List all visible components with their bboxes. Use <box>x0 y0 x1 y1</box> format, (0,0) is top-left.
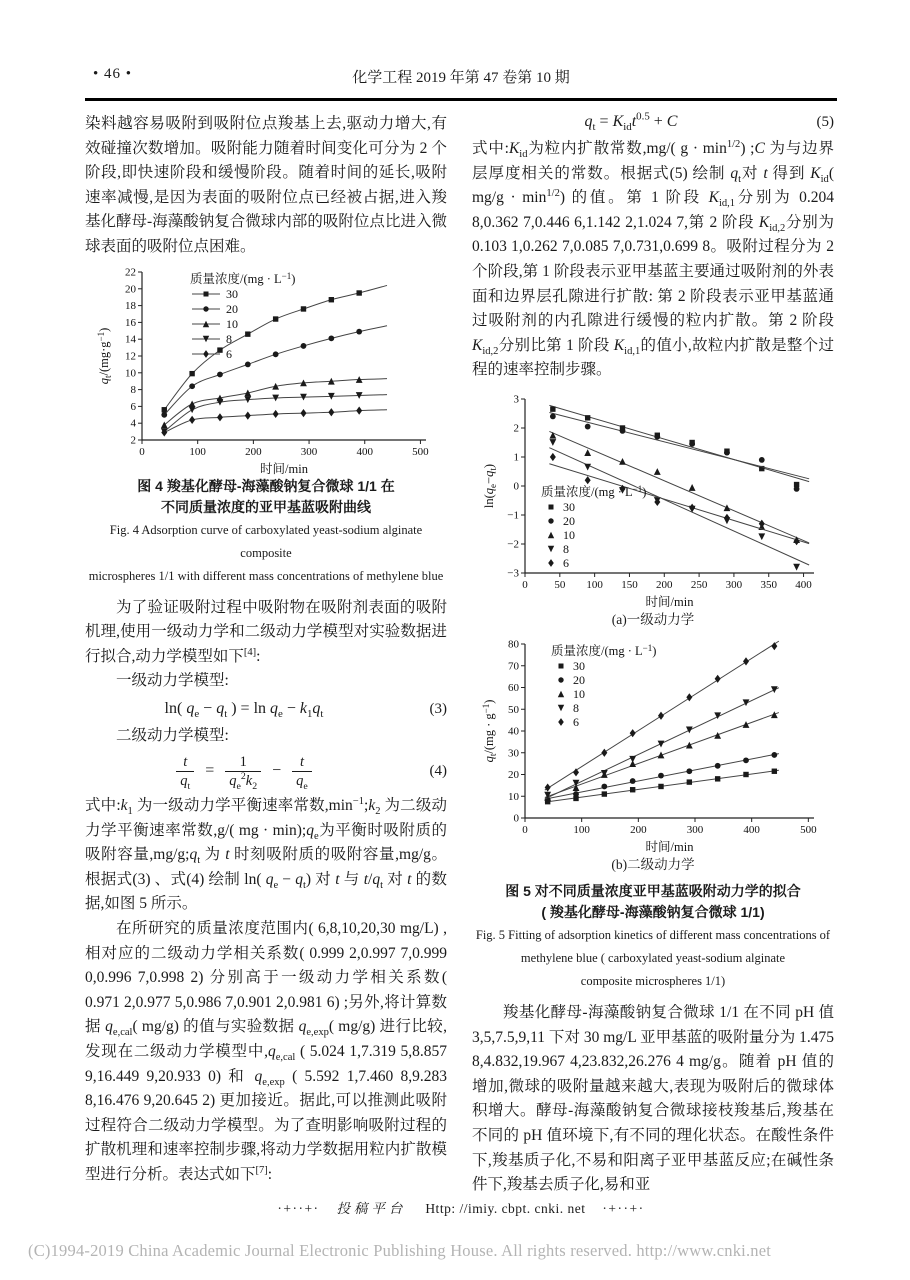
svg-text:10: 10 <box>562 527 575 542</box>
svg-text:2: 2 <box>130 434 136 447</box>
svg-text:0: 0 <box>521 823 528 836</box>
svg-text:质量浓度/(mg · L−1): 质量浓度$/(mg \cdot L^{-1})$ <box>550 642 656 658</box>
figure4-caption-cn-line1: 图 4 羧基化酵母-海藻酸钠复合微球 1/1 在 <box>137 477 395 494</box>
svg-text:质量浓度/(mg · L−1): 质量浓度$/(mg \cdot L^{-1})$ <box>190 270 296 286</box>
figure4-caption-en-line1: Fig. 4 Adsorption curve of carboxylated yeast-sodium alginate composite <box>109 522 423 560</box>
paragraph-ph-effect: 羧基化酵母-海藻酸钠复合微球 1/1 在不同 pH 值 3,5,7.5,9,11 下对 30 mg/L 亚甲基蓝的吸附量分为 1.475 8,4.832,19.967 4,23.832,26.276 4 mg/g。随着 pH 值的增加,微球的吸附量越来越大,表现为吸附后的微球体积增大。酵母-海藻酸钠复合微球接枝羧基后,羧基在不同的 pH 值环境下,有不同的理化状态。在酸性条件下,羧基质子化,不易和阳离子亚甲基蓝反应;在碱性条件下,羧基去质子化,易和亚 <box>472 1003 834 1194</box>
svg-text:30: 30 <box>572 658 585 673</box>
fig5b-ylabel: $q_t/(mg \cdot g^{-1})$ <box>480 699 498 763</box>
equation-5-body: $q_t = K_{id}t^{0.5} + C$ <box>584 110 678 134</box>
copyright-line: (C)1994-2019 China Academic Journal Electronic Publishing House. All rights reserved. http://www.cnki.net <box>28 1241 772 1260</box>
fig5b-legend <box>551 643 656 729</box>
journal-title: 化学工程 2019 年第 47 卷第 10 期 <box>352 70 570 86</box>
fig5a-xlabel: 时间/min <box>645 594 693 609</box>
svg-text:200: 200 <box>245 445 262 458</box>
fig5a-svg <box>481 391 826 609</box>
fig4-ylabel: $q_t/(mg\cdot g^{-1})$ <box>96 327 113 384</box>
svg-text:60: 60 <box>507 681 519 694</box>
paragraph-intraparticle-diffusion: 式中$:K_{id}$为粒内扩散常数,mg/( $g \cdot \min^{1/2}$) ;C 为与边界层厚度相关的常数。根据式(5) 绘制 $q_t$对 t 得到 $K_{id}$( $mg/g \cdot \min^{1/2}$) 的值。第 1 阶段 $K_{id,1}$分别为 0.204 8,0.362 7,0.446 6,1.142 2,1.024 7,第 2 阶段 $K_{id,2}$分别为 0.103 1,0.262 7,0.085 7,0.731,0.699 8。吸附过程分为 2 个阶段,第 1 阶段表示亚甲基蓝主要通过吸附剂的外表面和边界层孔隙进行扩散: 第 2 阶段表示亚甲基蓝通过吸附剂的内孔隙进行缓慢的粒内扩散。第 2 阶段 $K_{id,2}$分别比第 1 阶段 $K_{id,1}$的值小,故粒内扩散是整个过程的速率控制步骤。 <box>472 138 834 379</box>
footer-decor-left: ·+··+· <box>277 1201 320 1216</box>
svg-text:50: 50 <box>553 578 565 591</box>
figure5a-subcaption: (a)一级动力学 <box>611 611 695 627</box>
svg-text:300: 300 <box>300 445 318 458</box>
paragraph-parameter-definitions: 式中$:k_1$ 为一级动力学平衡速率常数$,\min^{-1};k_2$ 为二级动力学平衡速率常数,g/( mg · $\min);q_e$为平衡时吸附质的吸附容量$,mg/g;q_t$ 为 t 时刻吸附质的吸附容量,mg/g。根据式(3) 、式(4) 绘制 ln( $q_e - q_t$) 对 t 与 $t/q_t$ 对 t 的数据,如图 5 所示。 <box>85 795 447 913</box>
equation-3 <box>85 699 447 719</box>
svg-text:16: 16 <box>125 316 136 329</box>
svg-text:80: 80 <box>507 638 519 651</box>
svg-text:12: 12 <box>125 350 136 363</box>
figure5-caption-en-line2: methylene blue ( carboxylated yeast-sodium alginate <box>520 950 786 965</box>
svg-text:400: 400 <box>794 578 812 591</box>
fig5a-legend <box>541 484 646 570</box>
svg-text:30: 30 <box>507 747 519 760</box>
submission-platform-line <box>85 1197 837 1217</box>
figure4-caption <box>85 476 447 588</box>
equation-4-fraction-1: $\frac{t}{q_t}$ <box>176 754 194 789</box>
svg-text:200: 200 <box>629 823 647 836</box>
svg-text:18: 18 <box>125 299 136 312</box>
fig5b-xlabel: 时间/min <box>645 839 693 854</box>
equals-sign: = <box>205 761 215 779</box>
svg-text:100: 100 <box>585 578 603 591</box>
figure-5 <box>472 391 834 993</box>
equation-4-fraction-3: $\frac{t}{q_e}$ <box>292 754 312 789</box>
figure4-caption-en-line2: microspheres 1/1 with different mass concentrations of methylene blue <box>88 568 444 583</box>
equation-4-body <box>85 753 403 792</box>
svg-text:0: 0 <box>521 578 528 591</box>
paragraph-adsorption-stages: 染料越容易吸附到吸附位点羧基上去,驱动力增大,有效碰撞次数增加。吸附能力随着时间变化可分为 2 个阶段,即快速阶段和缓慢阶段。随着时间的延长,吸附速率减慢,是因为表面的吸附位点已经被占据,进入羧基化酵母-海藻酸钠复合微球内部的吸附位点比进入微球表面的吸附位点困难。 <box>85 115 447 255</box>
svg-text:10: 10 <box>572 686 585 701</box>
svg-text:2: 2 <box>513 422 519 435</box>
fig5a-ylabel: $\ln(q_e-q_t)$ <box>481 463 498 509</box>
figure5-caption-cn-line2: ( 羧基化酵母-海藻酸钠复合微球 1/1) <box>541 904 765 921</box>
equation-5-number: (5) <box>816 113 834 130</box>
fig5b-svg <box>481 636 826 854</box>
footer-decor-right: ·+··+· <box>602 1201 645 1216</box>
svg-text:30: 30 <box>226 286 238 301</box>
svg-text:10: 10 <box>125 366 136 379</box>
svg-text:0: 0 <box>139 445 145 458</box>
equation-4 <box>85 753 447 792</box>
svg-text:300: 300 <box>725 578 742 591</box>
fig4-svg <box>96 266 436 476</box>
svg-text:质量浓度/(mg · L−1): 质量浓度$/(mg \cdot L^{-1})$ <box>540 483 646 499</box>
figure4-caption-cn-line2: 不同质量浓度的亚甲基蓝吸附曲线 <box>161 499 371 516</box>
svg-text:14: 14 <box>125 333 136 346</box>
svg-text:400: 400 <box>742 823 760 836</box>
svg-text:8: 8 <box>130 383 136 396</box>
svg-text:100: 100 <box>572 823 590 836</box>
equation-4-fraction-2: $\frac{1}{q_e^2k_2}$ <box>225 754 261 789</box>
figure5-caption <box>472 881 834 993</box>
page-header <box>85 66 837 90</box>
paragraph-kinetic-models-intro: 为了验证吸附过程中吸附物在吸附剂表面的吸附机理,使用一级动力学和二级动力学模型对实验数据进行拟合,动力学模型如下[4]: <box>85 598 447 665</box>
paragraph-correlation-coefficients: 在所研究的质量浓度范围内( 6,8,10,20,30 mg/L) ,相对应的二级动力学相关系数( 0.999 2,0.997 7,0.999 0,0.996 7,0.998 2) 分别高于一级动力学相关系数( 0.971 2,0.977 5,0.986 7,0.901 2,0.981 6) ;另外,将计算数据 $q_{e,cal}$( mg/g) 的值与实验数据 $q_{e,exp}$( mg/g) 进行比较,发现在二级动力学模型中$,q_{e,cal}$ ( 5.024 1,7.319 5,8.857 9,16.449 9,20.933 0) 和 $q_{e,exp}$ ( 5.592 1,7.460 8,9.283 8,16.476 9,20.645 2) 更加接近。据此,可以推测此吸附过程符合二级动力学模型。为了查明影响吸附过程的扩散机理和速率控制步骤,将动力学数据用粒内扩散模型进行分析。表达式如下[7]: <box>85 919 447 1183</box>
svg-text:−3: −3 <box>506 567 519 580</box>
figure5-caption-en-line3: composite microspheres 1/1) <box>580 973 726 988</box>
header-rule <box>85 98 837 101</box>
minus-sign: − <box>272 761 282 779</box>
fig5b-axes <box>508 638 817 836</box>
svg-text:150: 150 <box>620 578 638 591</box>
svg-text:6: 6 <box>130 400 136 413</box>
figure5-caption-cn-line1: 图 5 对不同质量浓度亚甲基蓝吸附动力学的拟合 <box>505 882 801 899</box>
equation-5 <box>472 112 834 132</box>
svg-text:70: 70 <box>507 660 519 673</box>
svg-text:400: 400 <box>356 445 373 458</box>
label-first-order-model: 一级动力学模型: <box>116 672 229 690</box>
svg-text:500: 500 <box>799 823 817 836</box>
svg-text:0: 0 <box>513 812 519 825</box>
svg-text:−2: −2 <box>506 538 519 551</box>
svg-text:300: 300 <box>686 823 703 836</box>
fig4-legend <box>190 271 295 361</box>
svg-text:20: 20 <box>562 513 575 528</box>
label-second-order-model: 二级动力学模型: <box>116 726 229 744</box>
svg-text:6: 6 <box>226 346 232 361</box>
figure5a-chart <box>481 391 826 609</box>
svg-text:20: 20 <box>125 282 136 295</box>
fig4-series <box>161 285 387 436</box>
svg-text:8: 8 <box>562 541 569 556</box>
svg-text:8: 8 <box>226 331 232 346</box>
svg-text:4: 4 <box>130 417 136 430</box>
svg-text:20: 20 <box>572 672 585 687</box>
fig4-xlabel: 时间/min <box>260 461 308 476</box>
svg-text:200: 200 <box>655 578 673 591</box>
svg-text:10: 10 <box>226 316 238 331</box>
svg-text:250: 250 <box>690 578 707 591</box>
footer-platform-label: 投稿平台 <box>336 1201 407 1216</box>
left-column <box>85 112 447 1188</box>
equation-3-body: ln( $q_e - q_t$ ) = $\ln q_e - k_1q_t$ <box>164 699 324 721</box>
svg-text:20: 20 <box>226 301 238 316</box>
svg-text:40: 40 <box>507 725 519 738</box>
figure-4 <box>85 266 447 588</box>
right-column <box>472 112 834 1198</box>
svg-text:6: 6 <box>562 555 569 570</box>
figure5-caption-en-line1: Fig. 5 Fitting of adsorption kinetics of different mass concentrations of <box>475 927 831 942</box>
figure5b-subcaption: (b)二级动力学 <box>611 856 695 872</box>
svg-text:350: 350 <box>759 578 777 591</box>
figure5b-chart <box>481 636 826 854</box>
svg-text:30: 30 <box>562 499 575 514</box>
svg-text:−1: −1 <box>506 509 519 522</box>
svg-text:6: 6 <box>572 714 579 729</box>
svg-text:22: 22 <box>125 266 136 279</box>
svg-text:1: 1 <box>513 451 519 464</box>
svg-text:50: 50 <box>507 703 519 716</box>
svg-text:100: 100 <box>189 445 206 458</box>
svg-text:500: 500 <box>412 445 429 458</box>
page-number: • 46 • <box>93 66 133 82</box>
svg-text:8: 8 <box>572 700 579 715</box>
svg-text:3: 3 <box>513 393 519 406</box>
svg-text:20: 20 <box>507 768 519 781</box>
svg-text:0: 0 <box>513 480 519 493</box>
figure4-chart <box>96 266 436 476</box>
equation-3-number: (3) <box>429 700 447 717</box>
svg-text:10: 10 <box>507 790 519 803</box>
equation-4-number: (4) <box>429 762 447 779</box>
footer-platform-url: Http: //imiy. cbpt. cnki. net <box>425 1201 586 1216</box>
